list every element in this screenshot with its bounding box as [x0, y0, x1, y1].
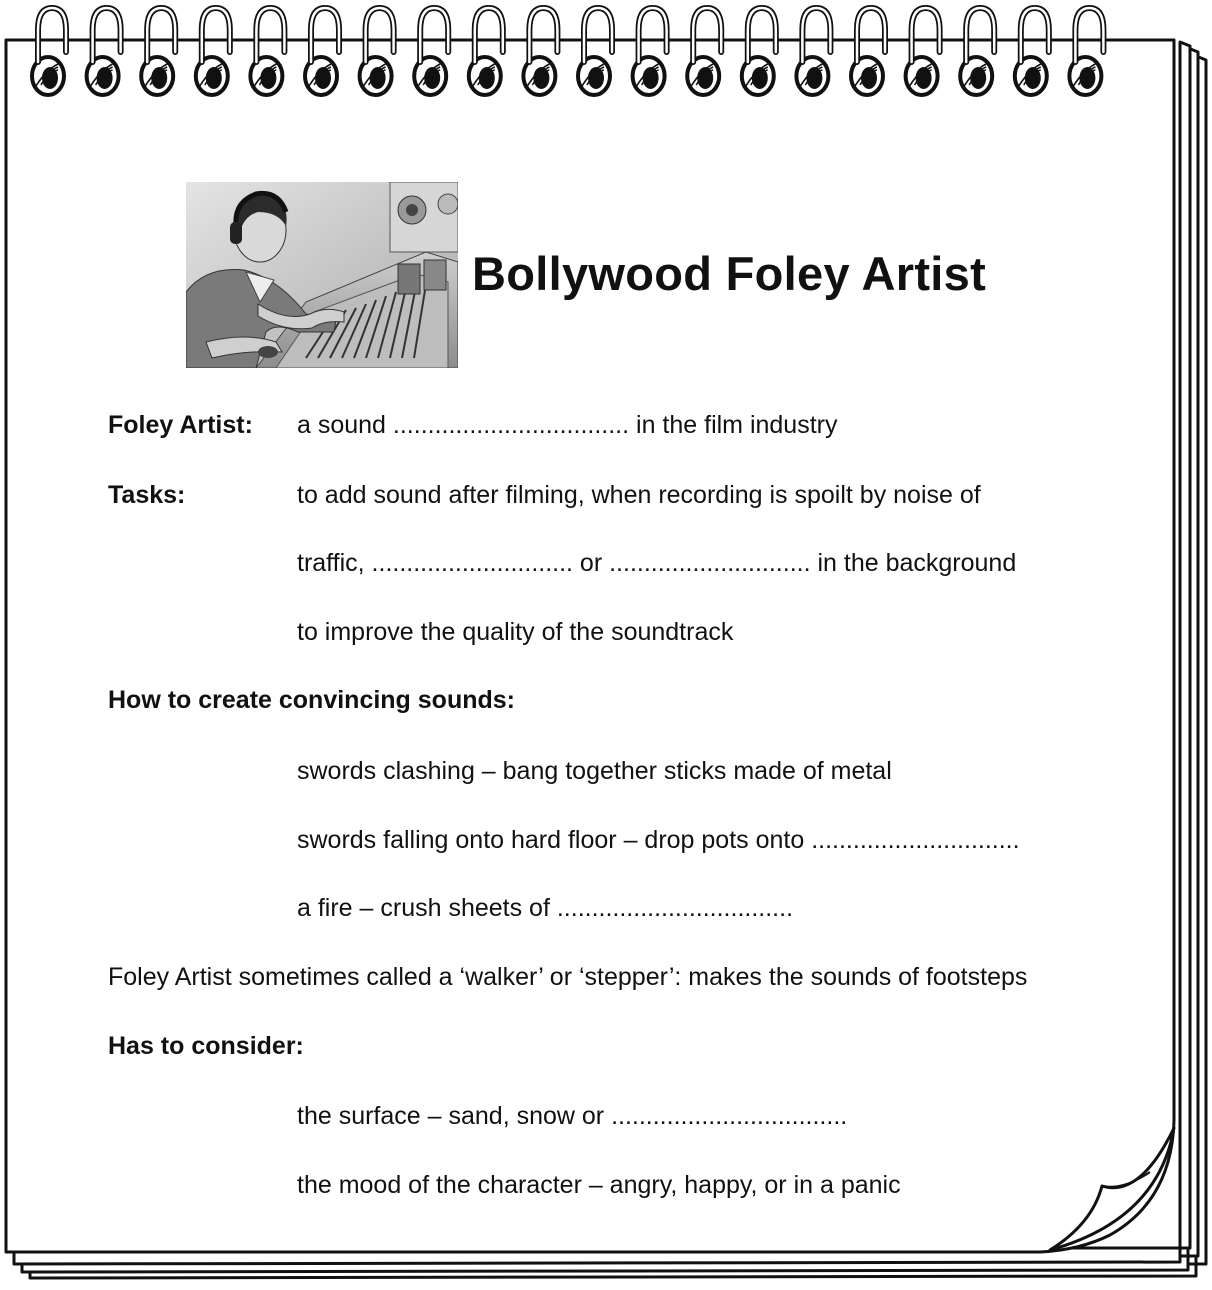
- consider-line: the mood of the character – angry, happy, or in a panic: [297, 1171, 901, 1199]
- sound-engineer-image: [186, 182, 458, 368]
- definition-label: Foley Artist:: [108, 411, 253, 439]
- convincing-line: swords falling onto hard floor – drop pots onto ..............................: [297, 826, 1020, 854]
- convincing-line: swords clashing – bang together sticks made of metal: [297, 757, 892, 785]
- task-line: to add sound after filming, when recording is spoilt by noise of: [297, 481, 981, 509]
- definition-text: a sound .................................. in the film industry: [297, 411, 838, 439]
- consider-heading: Has to consider:: [108, 1032, 304, 1060]
- task-line: to improve the quality of the soundtrack: [297, 618, 734, 646]
- walker-note: Foley Artist sometimes called a ‘walker’ or ‘stepper’: makes the sounds of footsteps: [108, 963, 1028, 991]
- consider-line: the surface – sand, snow or ..................................: [297, 1102, 848, 1130]
- tasks-label: Tasks:: [108, 481, 186, 509]
- convincing-line: a fire – crush sheets of ..................................: [297, 894, 794, 922]
- convincing-heading: How to create convincing sounds:: [108, 686, 515, 714]
- page-title: Bollywood Foley Artist: [472, 247, 987, 300]
- task-line: traffic, ............................. or ............................. in the background: [297, 549, 1017, 577]
